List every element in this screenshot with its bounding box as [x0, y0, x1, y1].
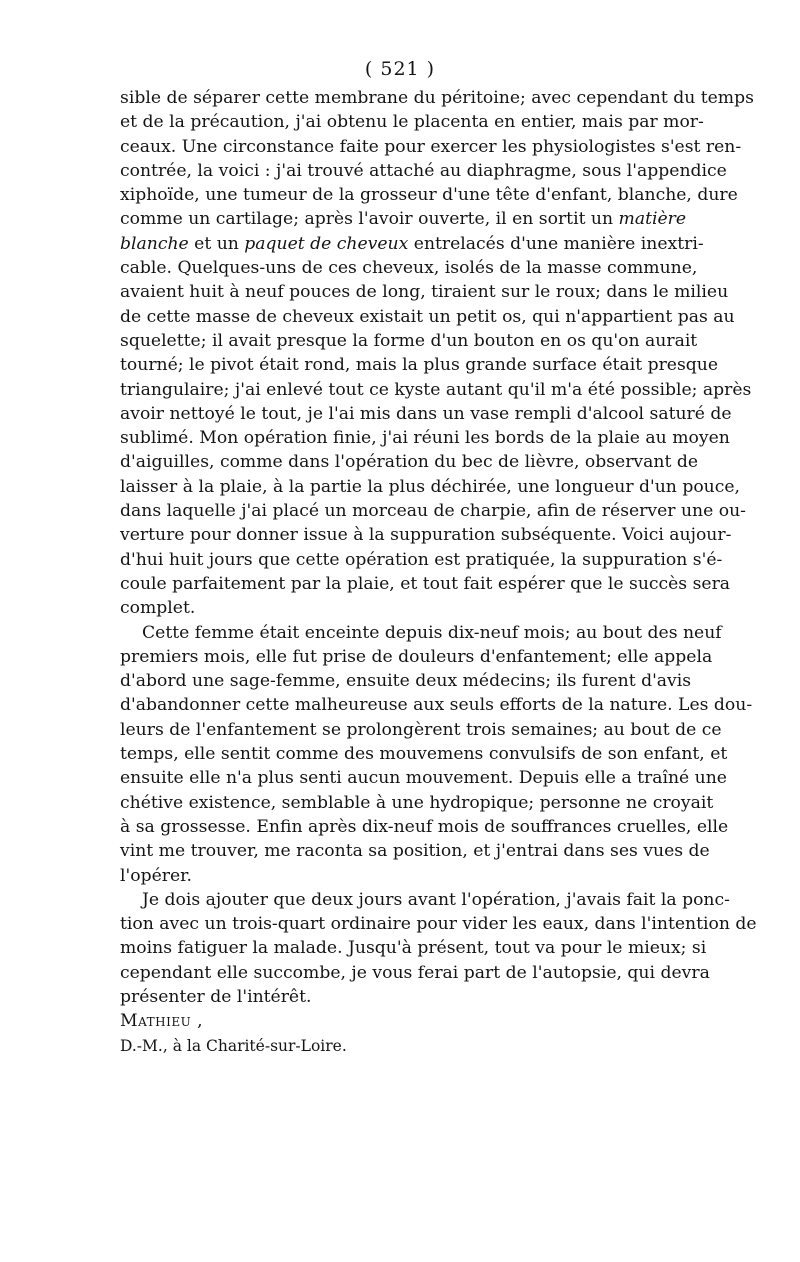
- text-line: squelette; il avait presque la forme d'un bouton en os qu'on aurait: [120, 330, 698, 351]
- text-line: sible de séparer cette membrane du péritoine; avec cependant du temps: [120, 88, 754, 108]
- text-line: présenter de l'intérêt.: [120, 986, 312, 1007]
- text-line: d'abord une sage-femme, ensuite deux médecins; ils furent d'avis: [120, 671, 692, 692]
- signature-title: D.-M., à la Charité-sur-Loire.: [120, 1036, 347, 1055]
- text-line: avaient huit à neuf pouces de long, tiraient sur le roux; dans le milieu: [120, 282, 729, 303]
- text-line: d'hui huit jours que cette opération est pratiquée, la suppuration s'é-: [120, 549, 723, 570]
- text-line: complet.: [120, 598, 196, 619]
- text-line: d'aiguilles, comme dans l'opération du bec de lièvre, observant de: [120, 452, 699, 473]
- text-line: moins fatiguer la malade. Jusqu'à présent, tout va pour le mieux; si: [120, 938, 707, 959]
- text-line: Je dois ajouter que deux jours avant l'opération, j'avais fait la ponc-: [142, 889, 730, 910]
- body-text: [120, 86, 757, 1058]
- text-line: blanche et un paquet de cheveux entrelacés d'une manière inextri-: [120, 233, 704, 254]
- text-line: premiers mois, elle fut prise de douleurs d'enfantement; elle appela: [120, 646, 713, 667]
- signature-name: Mathieu ,: [120, 1011, 204, 1032]
- paragraph-2: [120, 621, 753, 888]
- text-line: avoir nettoyé le tout, je l'ai mis dans un vase rempli d'alcool saturé de: [120, 403, 732, 424]
- text-line: vint me trouver, me raconta sa position, et j'entrai dans ses vues de: [120, 841, 710, 862]
- text-line: contrée, la voici : j'ai trouvé attaché au diaphragme, sous l'appendice: [120, 160, 727, 181]
- signature-name-line: [120, 1009, 678, 1033]
- text-line: tourné; le pivot était rond, mais la plus grande surface était presque: [120, 355, 719, 376]
- text-line: de cette masse de cheveux existait un petit os, qui n'appartient pas au: [120, 306, 735, 327]
- text-line: ensuite elle n'a plus senti aucun mouvement. Depuis elle a traîné une: [120, 768, 727, 789]
- text-line: verture pour donner issue à la suppuration subséquente. Voici aujour-: [120, 525, 732, 546]
- text-line: ceaux. Une circonstance faite pour exercer les physiologistes s'est ren-: [120, 136, 742, 157]
- text-line: tion avec un trois-quart ordinaire pour vider les eaux, dans l'intention de: [120, 914, 757, 935]
- text-line: triangulaire; j'ai enlevé tout ce kyste autant qu'il m'a été possible; après: [120, 379, 752, 400]
- text-line: Cette femme était enceinte depuis dix-neuf mois; au bout des neuf: [142, 622, 722, 643]
- text-line: cable. Quelques-uns de ces cheveux, isolés de la masse commune,: [120, 258, 698, 279]
- text-line: coule parfaitement par la plaie, et tout fait espérer que le succès sera: [120, 573, 731, 594]
- text-line: comme un cartilage; après l'avoir ouverte, il en sortit un matière: [120, 209, 687, 230]
- paragraph-3: [120, 888, 757, 1009]
- text-line: dans laquelle j'ai placé un morceau de charpie, afin de réserver une ou-: [120, 501, 746, 522]
- text-line: leurs de l'enfantement se prolongèrent trois semaines; au bout de ce: [120, 719, 722, 740]
- text-line: temps, elle sentit comme des mouvemens convulsifs de son enfant, et: [120, 744, 728, 765]
- text-line: cependant elle succombe, je vous ferai part de l'autopsie, qui devra: [120, 962, 710, 983]
- text-line: xiphoïde, une tumeur de la grosseur d'une tête d'enfant, blanche, dure: [120, 185, 738, 206]
- text-line: laisser à la plaie, à la partie la plus déchirée, une longueur d'un pouce,: [120, 476, 741, 497]
- text-line: et de la précaution, j'ai obtenu le placenta en entier, mais par mor-: [120, 112, 704, 133]
- text-line: d'abandonner cette malheureuse aux seuls efforts de la nature. Les dou-: [120, 695, 753, 716]
- paragraph-1: [120, 86, 754, 621]
- text-line: l'opérer.: [120, 865, 192, 886]
- text-line: chétive existence, semblable à une hydropique; personne ne croyait: [120, 792, 714, 813]
- text-line: sublimé. Mon opération finie, j'ai réuni les bords de la plaie au moyen: [120, 428, 730, 449]
- page-number: ( 521 ): [364, 58, 436, 80]
- text-line: à sa grossesse. Enfin après dix-neuf mois de souffrances cruelles, elle: [120, 816, 729, 837]
